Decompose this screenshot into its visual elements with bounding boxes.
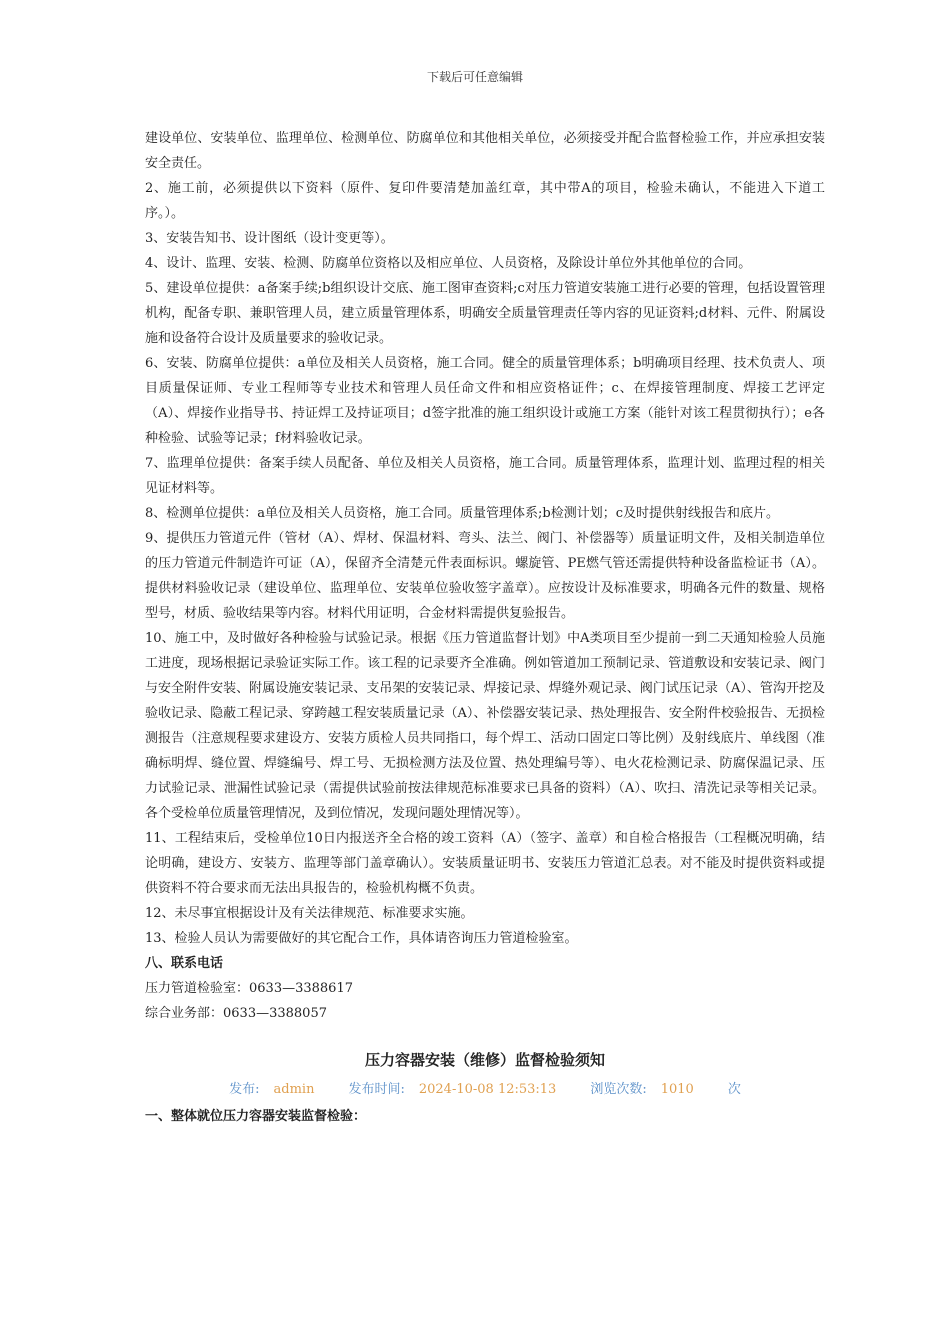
paragraph-item-9: 9、提供压力管道元件（管材（A）、焊材、保温材料、弯头、法兰、阀门、补偿器等）质量证明文件，及相关制造单位的压力管道元件制造许可证（A），保留齐全清楚元件表面标识。螺旋管、PE燃气管还需提供特种设备监检证书（A）。提供材料验收记录（建设单位、监理单位、安装单位验收签字盖章）。应按设计及标准要求，明确各元件的数量、规格型号，材质、验收结果等内容。材料代用证明，合金材料需提供复验报告。 xyxy=(145,531,825,621)
contact-line-business-dept: 综合业务部：0633—3388057 xyxy=(145,1006,327,1021)
paragraph-item-12: 12、未尽事宜根据设计及有关法律规范、标准要求实施。 xyxy=(145,906,474,921)
paragraph-item-4: 4、设计、监理、安装、检测、防腐单位资格以及相应单位、人员资格，及除设计单位外其他单位的合同。 xyxy=(145,256,752,271)
paragraph-item-5: 5、建设单位提供：a备案手续;b组织设计交底、施工图审查资料;c对压力管道安装施工进行必要的管理，包括设置管理机构，配备专职、兼职管理人员，建立质量管理体系，明确安全质量管理责任等内容的见证资料;d材料、元件、附属设施和设备符合设计及质量要求的验收记录。 xyxy=(145,281,825,346)
paragraph-item-3: 3、安装告知书、设计图纸（设计变更等）。 xyxy=(145,231,394,246)
paragraph-intro: 建设单位、安装单位、监理单位、检测单位、防腐单位和其他相关单位，必须接受并配合监督检验工作，并应承担安装安全责任。 xyxy=(145,131,825,171)
document-body xyxy=(145,126,825,1129)
contact-heading: 八、联系电话 xyxy=(145,956,224,971)
paragraph-item-11: 11、工程结束后，受检单位10日内报送齐全合格的竣工资料（A）（签字、盖章）和自检合格报告（工程概况明确，结论明确，建设方、安装方、监理等部门盖章确认）。安装质量证明书、安装压力管道汇总表。对不能及时提供资料或提供资料不符合要求而无法出具报告的，检验机构概不负责。 xyxy=(145,831,825,896)
publish-time-value: 2024-10-08 12:53:13 xyxy=(418,1082,557,1097)
paragraph-item-7: 7、监理单位提供：备案手续人员配备、单位及相关人员资格，施工合同。质量管理体系，监理计划、监理过程的相关见证材料等。 xyxy=(145,456,825,496)
paragraph-item-6: 6、安装、防腐单位提供：a单位及相关人员资格，施工合同。健全的质量管理体系；b明确项目经理、技术负责人、项目质量保证师、专业工程师等专业技术和管理人员任命文件和相应资格证件；c、在焊接管理制度、焊接工艺评定（A）、焊接作业指导书、持证焊工及持证项目；d签字批准的施工组织设计或施工方案（能针对该工程贯彻执行）；e各种检验、试验等记录；f材料验收记录。 xyxy=(145,356,825,446)
contact-line-pipeline-lab: 压力管道检验室：0633—3388617 xyxy=(145,981,353,996)
paragraph-item-10: 10、施工中，及时做好各种检验与试验记录。根据《压力管道监督计划》中A类项目至少提前一到二天通知检验人员施工进度，现场根据记录验证实际工作。该工程的记录要齐全准确。例如管道加工预制记录、管道敷设和安装记录、阀门与安全附件安装、附属设施安装记录、支吊架的安装记录、焊接记录、焊缝外观记录、阀门试压记录（A）、管沟开挖及验收记录、隐蔽工程记录、穿跨越工程安装质量记录（A）、补偿器安装记录、热处理报告、安全附件校验报告、无损检测报告（注意规程要求建设方、安装方质检人员共同指口，每个焊工、活动口固定口等比例）及射线底片、单线图（准确标明焊、缝位置、焊缝编号、焊工号、无损检测方法及位置、热处理编号等）、电火花检测记录、防腐保温记录、压力试验记录、泄漏性试验记录（需提供试验前按法律规范标准要求已具备的资料）（A）、吹扫、清洗记录等相关记录。各个受检单位质量管理情况，及到位情况，发现问题处理情况等）。 xyxy=(145,631,825,821)
download-note: 下载后可任意编辑 xyxy=(426,70,523,84)
section-one-heading: 一、整体就位压力容器安装监督检验： xyxy=(145,1109,367,1124)
paragraph-item-2: 2、施工前，必须提供以下资料（原件、复印件要清楚加盖红章，其中带A的项目，检验未确认，不能进入下道工序。）。 xyxy=(145,181,825,221)
views-label: 浏览次数: xyxy=(590,1082,647,1097)
publish-time-label: 发布时间: xyxy=(348,1082,405,1097)
paragraph-item-13: 13、检验人员认为需要做好的其它配合工作，具体请咨询压力管道检验室。 xyxy=(145,931,578,946)
publisher-value: admin xyxy=(273,1082,315,1097)
article-meta xyxy=(145,1078,825,1102)
paragraph-item-8: 8、检测单位提供：a单位及相关人员资格，施工合同。质量管理体系;b检测计划；c及时提供射线报告和底片。 xyxy=(145,506,780,521)
article-title: 压力容器安装（维修）监督检验须知 xyxy=(364,1051,605,1069)
views-count: 1010 xyxy=(660,1082,694,1097)
publisher-label: 发布: xyxy=(229,1082,260,1097)
views-unit: 次 xyxy=(727,1082,741,1097)
